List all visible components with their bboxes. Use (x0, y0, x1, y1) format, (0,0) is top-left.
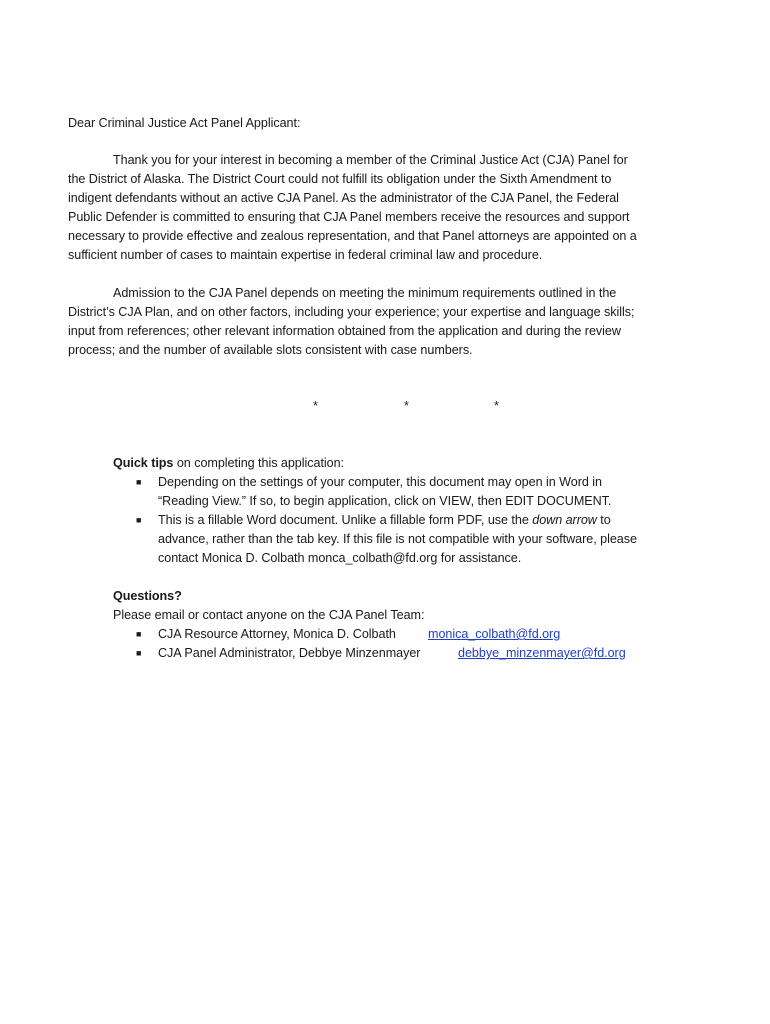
bullet-icon: ■ (136, 515, 142, 525)
questions-heading-text: Questions? (113, 589, 182, 603)
tip-text: to (596, 513, 611, 527)
bullet-icon: ■ (136, 477, 142, 487)
separator-star: * (494, 399, 499, 413)
contact-item (158, 625, 396, 644)
questions-intro: Please email or contact anyone on the CJA Panel Team: (113, 608, 425, 622)
quick-tips-heading-rest: on completing this application: (173, 456, 345, 470)
paragraph-line: District’s CJA Plan, and on other factors, including your experience; your expertise and language skills; (68, 305, 635, 319)
bullet-icon: ■ (136, 629, 142, 639)
questions-heading (113, 587, 182, 606)
tip-item-fillable: contact Monica D. Colbath monca_colbath@fd.org for assistance. (158, 551, 522, 565)
paragraph-line: input from references; other relevant information obtained from the application and during the review (68, 324, 621, 338)
bullet-icon: ■ (136, 648, 142, 658)
contact-label: CJA Resource Attorney, Monica D. Colbath (158, 627, 396, 641)
quick-tips-heading (113, 454, 344, 473)
tip-item-fillable (158, 511, 611, 530)
paragraph-line: indigent defendants without an active CJA Panel. As the administrator of the CJA Panel, the Federal (68, 191, 619, 205)
paragraph-line: sufficient number of cases to maintain expertise in federal criminal law and procedure. (68, 248, 543, 262)
contact-label: CJA Panel Administrator, Debbye Minzenmayer (158, 646, 421, 660)
tip-text-italic: down arrow (532, 513, 597, 527)
tip-text: This is a fillable Word document. Unlike a fillable form PDF, use the (158, 513, 533, 527)
contact-email-link[interactable] (458, 644, 626, 663)
tip-item-reading-view: “Reading View.” If so, to begin application, click on VIEW, then EDIT DOCUMENT. (158, 494, 612, 508)
email-link[interactable]: monica_colbath@fd.org (428, 627, 561, 641)
tip-item-reading-view: Depending on the settings of your computer, this document may open in Word in (158, 475, 602, 489)
paragraph-line: necessary to provide effective and zealous representation, and that Panel attorneys are appointed on a (68, 229, 637, 243)
separator-star: * (313, 399, 318, 413)
email-link[interactable]: debbye_minzenmayer@fd.org (458, 646, 626, 660)
contact-item (158, 644, 420, 663)
quick-tips-heading-bold: Quick tips (113, 456, 174, 470)
salutation: Dear Criminal Justice Act Panel Applicant: (68, 116, 301, 130)
paragraph-line: the District of Alaska. The District Court could not fulfill its obligation under the Sixth Amendment to (68, 172, 612, 186)
paragraph-line: Thank you for your interest in becoming a member of the Criminal Justice Act (CJA) Panel for (113, 153, 628, 167)
paragraph-line: process; and the number of available slots consistent with case numbers. (68, 343, 473, 357)
tip-item-fillable: advance, rather than the tab key. If this file is not compatible with your software, please (158, 532, 637, 546)
contact-email-link[interactable] (428, 625, 560, 644)
separator-star: * (404, 399, 409, 413)
paragraph-line: Public Defender is committed to ensuring that CJA Panel members receive the resources and support (68, 210, 630, 224)
paragraph-line: Admission to the CJA Panel depends on meeting the minimum requirements outlined in the (113, 286, 617, 300)
